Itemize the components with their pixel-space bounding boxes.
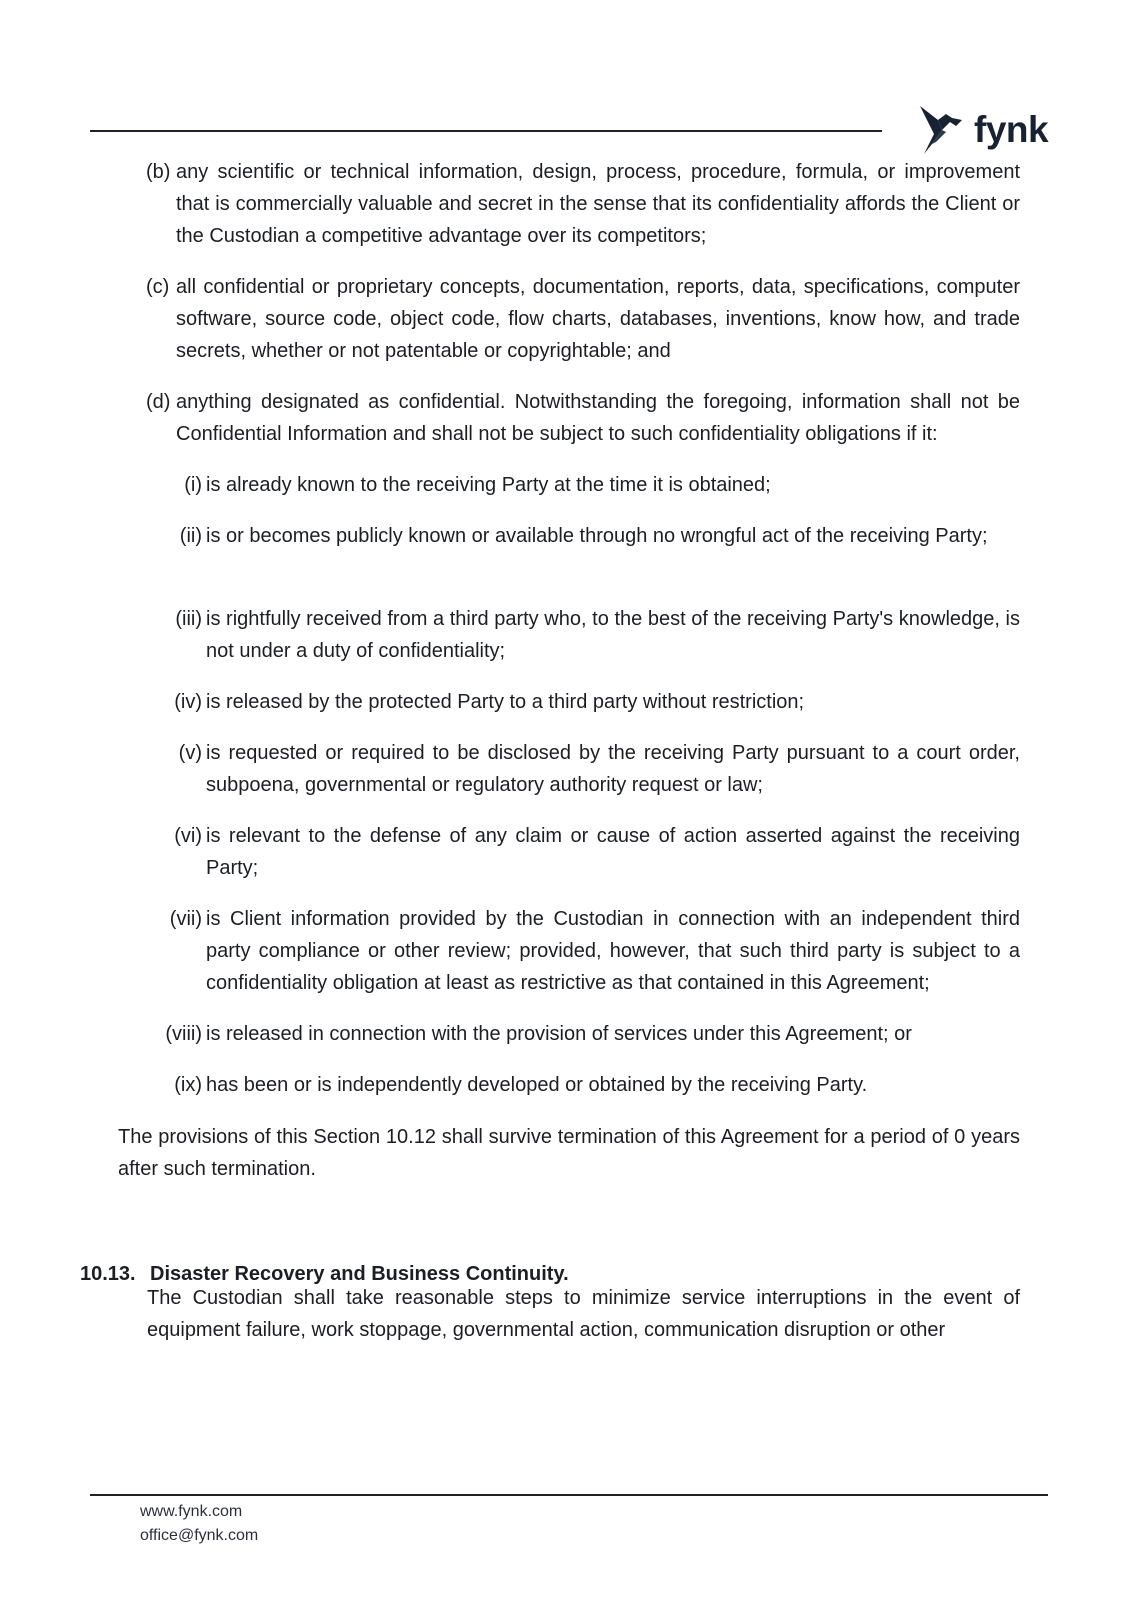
sub-list-item-text: is released in connection with the provision of services under this Agreement; or <box>206 1023 912 1045</box>
sub-list-item <box>184 469 1020 501</box>
sub-list-item-label: (iii) <box>175 608 202 630</box>
sub-list-item-text: is requested or required to be disclosed by the receiving Party pursuant to a court order, subpoena, governmental or regulatory authority request or law; <box>206 742 1020 796</box>
section-body: The Custodian shall take reasonable steps to minimize service interruptions in the event of equipment failure, work stoppage, governmental action, communication disruption or other <box>147 1287 1020 1341</box>
sub-list-item-text: is rightfully received from a third party who, to the best of the receiving Party's knowledge, is not under a duty of confidentiality; <box>206 608 1020 662</box>
sub-list-item-label: (ix) <box>174 1074 202 1096</box>
list-item <box>146 386 1020 450</box>
sub-list-item-text: is relevant to the defense of any claim or cause of action asserted against the receiving Party; <box>206 825 1020 879</box>
list-item <box>146 156 1020 252</box>
footer-divider <box>90 1494 1048 1496</box>
sub-list-item-text: has been or is independently developed or obtained by the receiving Party. <box>206 1074 868 1096</box>
sub-list-item <box>174 820 1020 884</box>
footer <box>140 1500 258 1548</box>
sub-list-item-label: (i) <box>184 474 202 496</box>
list-item-label: (d) <box>146 391 171 413</box>
sub-list-item <box>175 603 1020 667</box>
section-number: 10.13. <box>80 1263 136 1285</box>
sub-list-item-text: is Client information provided by the Custodian in connection with an independent third party compliance or other review; provided, however, that such third party is subject to a confidentiality obligation at least as restrictive as that contained in this Agreement; <box>206 908 1020 994</box>
sub-list-item-text: is already known to the receiving Party at the time it is obtained; <box>206 474 771 496</box>
sub-list-item-label: (iv) <box>174 691 202 713</box>
list-item-text: any scientific or technical information, design, process, procedure, formula, or improvement that is commercially valuable and secret in the sense that its confidentiality affords the Client or the Custodian a competitive advantage over its competitors; <box>176 161 1020 247</box>
sub-list-item-text: is or becomes publicly known or available through no wrongful act of the receiving Party; <box>206 525 988 547</box>
sub-list-item <box>179 520 1020 552</box>
list-item-label: (b) <box>146 161 171 183</box>
list-item-text: anything designated as confidential. Notwithstanding the foregoing, information shall not be Confidential Information and shall not be subject to such confidentiality obligations if it: <box>176 391 1020 445</box>
sub-list-item-label: (ii) <box>179 525 202 547</box>
section-title: Disaster Recovery and Business Continuity. <box>150 1263 569 1285</box>
sub-list-item-label: (vii) <box>169 908 202 930</box>
sub-list-item <box>169 903 1020 999</box>
sub-list-item <box>174 686 1020 718</box>
sub-list-item <box>174 1069 1020 1101</box>
list-item-label: (c) <box>146 276 170 298</box>
survival-paragraph: The provisions of this Section 10.12 shall survive termination of this Agreement for a period of 0 years after such termination. <box>118 1126 1020 1180</box>
list-item <box>146 271 1020 367</box>
brand-name: fynk <box>974 109 1049 150</box>
sub-list-item-label: (vi) <box>174 825 202 847</box>
sub-list-item-label: (v) <box>178 742 202 764</box>
sub-list-item-label: (viii) <box>165 1023 202 1045</box>
sub-list-item <box>178 737 1020 801</box>
bird-icon <box>912 104 972 160</box>
sub-list-item-text: is released by the protected Party to a third party without restriction; <box>206 691 805 713</box>
brand-logo <box>912 104 1052 160</box>
list-item-text: all confidential or proprietary concepts, documentation, reports, data, specifications, computer software, source code, object code, flow charts, databases, inventions, know how, and trade secrets, whether or not patentable or copyrightable; and <box>176 276 1020 362</box>
sub-list-item <box>165 1018 1020 1050</box>
header-divider <box>90 130 882 132</box>
footer-website: www.fynk.com <box>140 1503 243 1520</box>
footer-email: office@fynk.com <box>140 1527 259 1544</box>
